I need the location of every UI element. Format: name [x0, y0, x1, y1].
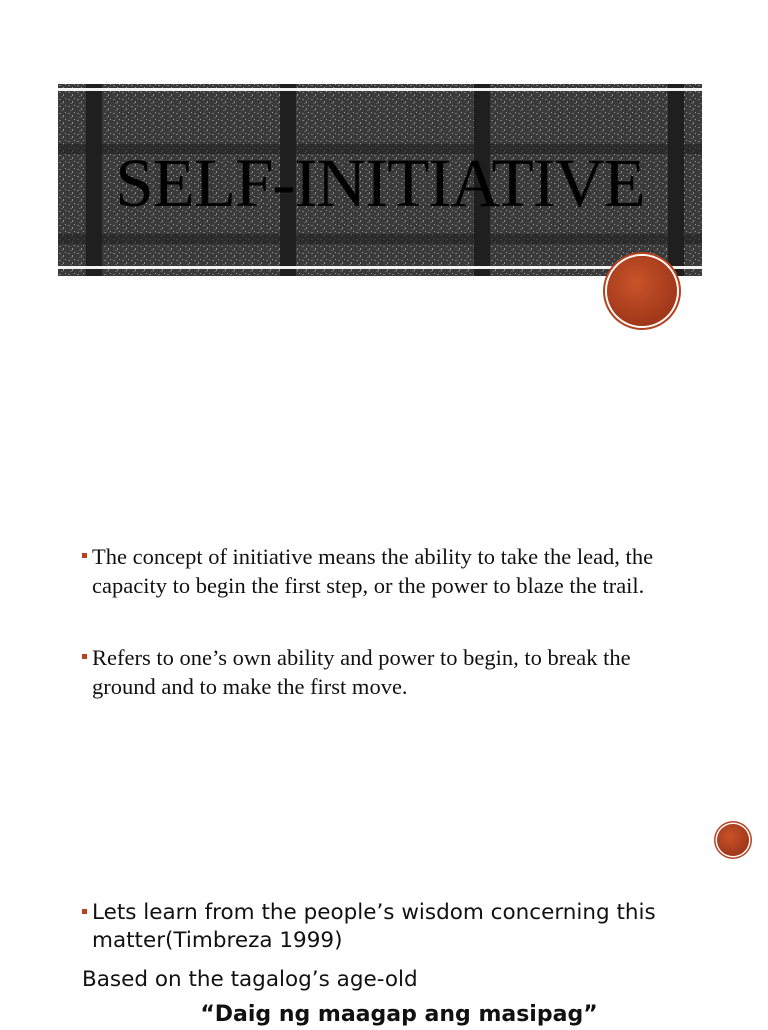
bullet-marker-icon: [82, 909, 87, 914]
bullet-marker-icon: [82, 553, 87, 558]
banner-bottom-rule: [58, 266, 702, 269]
decorative-orb-large: [607, 256, 677, 326]
bullet-item: [82, 643, 682, 701]
bullet-text: Refers to one’s own ability and power to begin, to break the ground and to make the first move.: [92, 645, 631, 699]
bullet-text: The concept of initiative means the ability to take the lead, the capacity to begin the first step, or the power to blaze the trail.: [92, 544, 654, 598]
bullet-item: [82, 899, 702, 955]
decorative-orb-small: [717, 824, 749, 856]
intro-line: Based on the tagalog’s age-old: [82, 967, 418, 992]
footer-bullet-list: [82, 899, 702, 955]
bullet-text: Lets learn from the people’s wisdom concerning this matter(Timbreza 1999): [92, 900, 656, 953]
main-bullet-list: [82, 542, 682, 701]
bullet-item: [82, 542, 682, 600]
slide-title: SELF-INITIATIVE: [115, 145, 645, 221]
proverb-quote: “Daig ng maagap ang masipag”: [200, 1002, 598, 1027]
banner-top-rule: [58, 88, 702, 91]
bullet-marker-icon: [82, 654, 87, 659]
